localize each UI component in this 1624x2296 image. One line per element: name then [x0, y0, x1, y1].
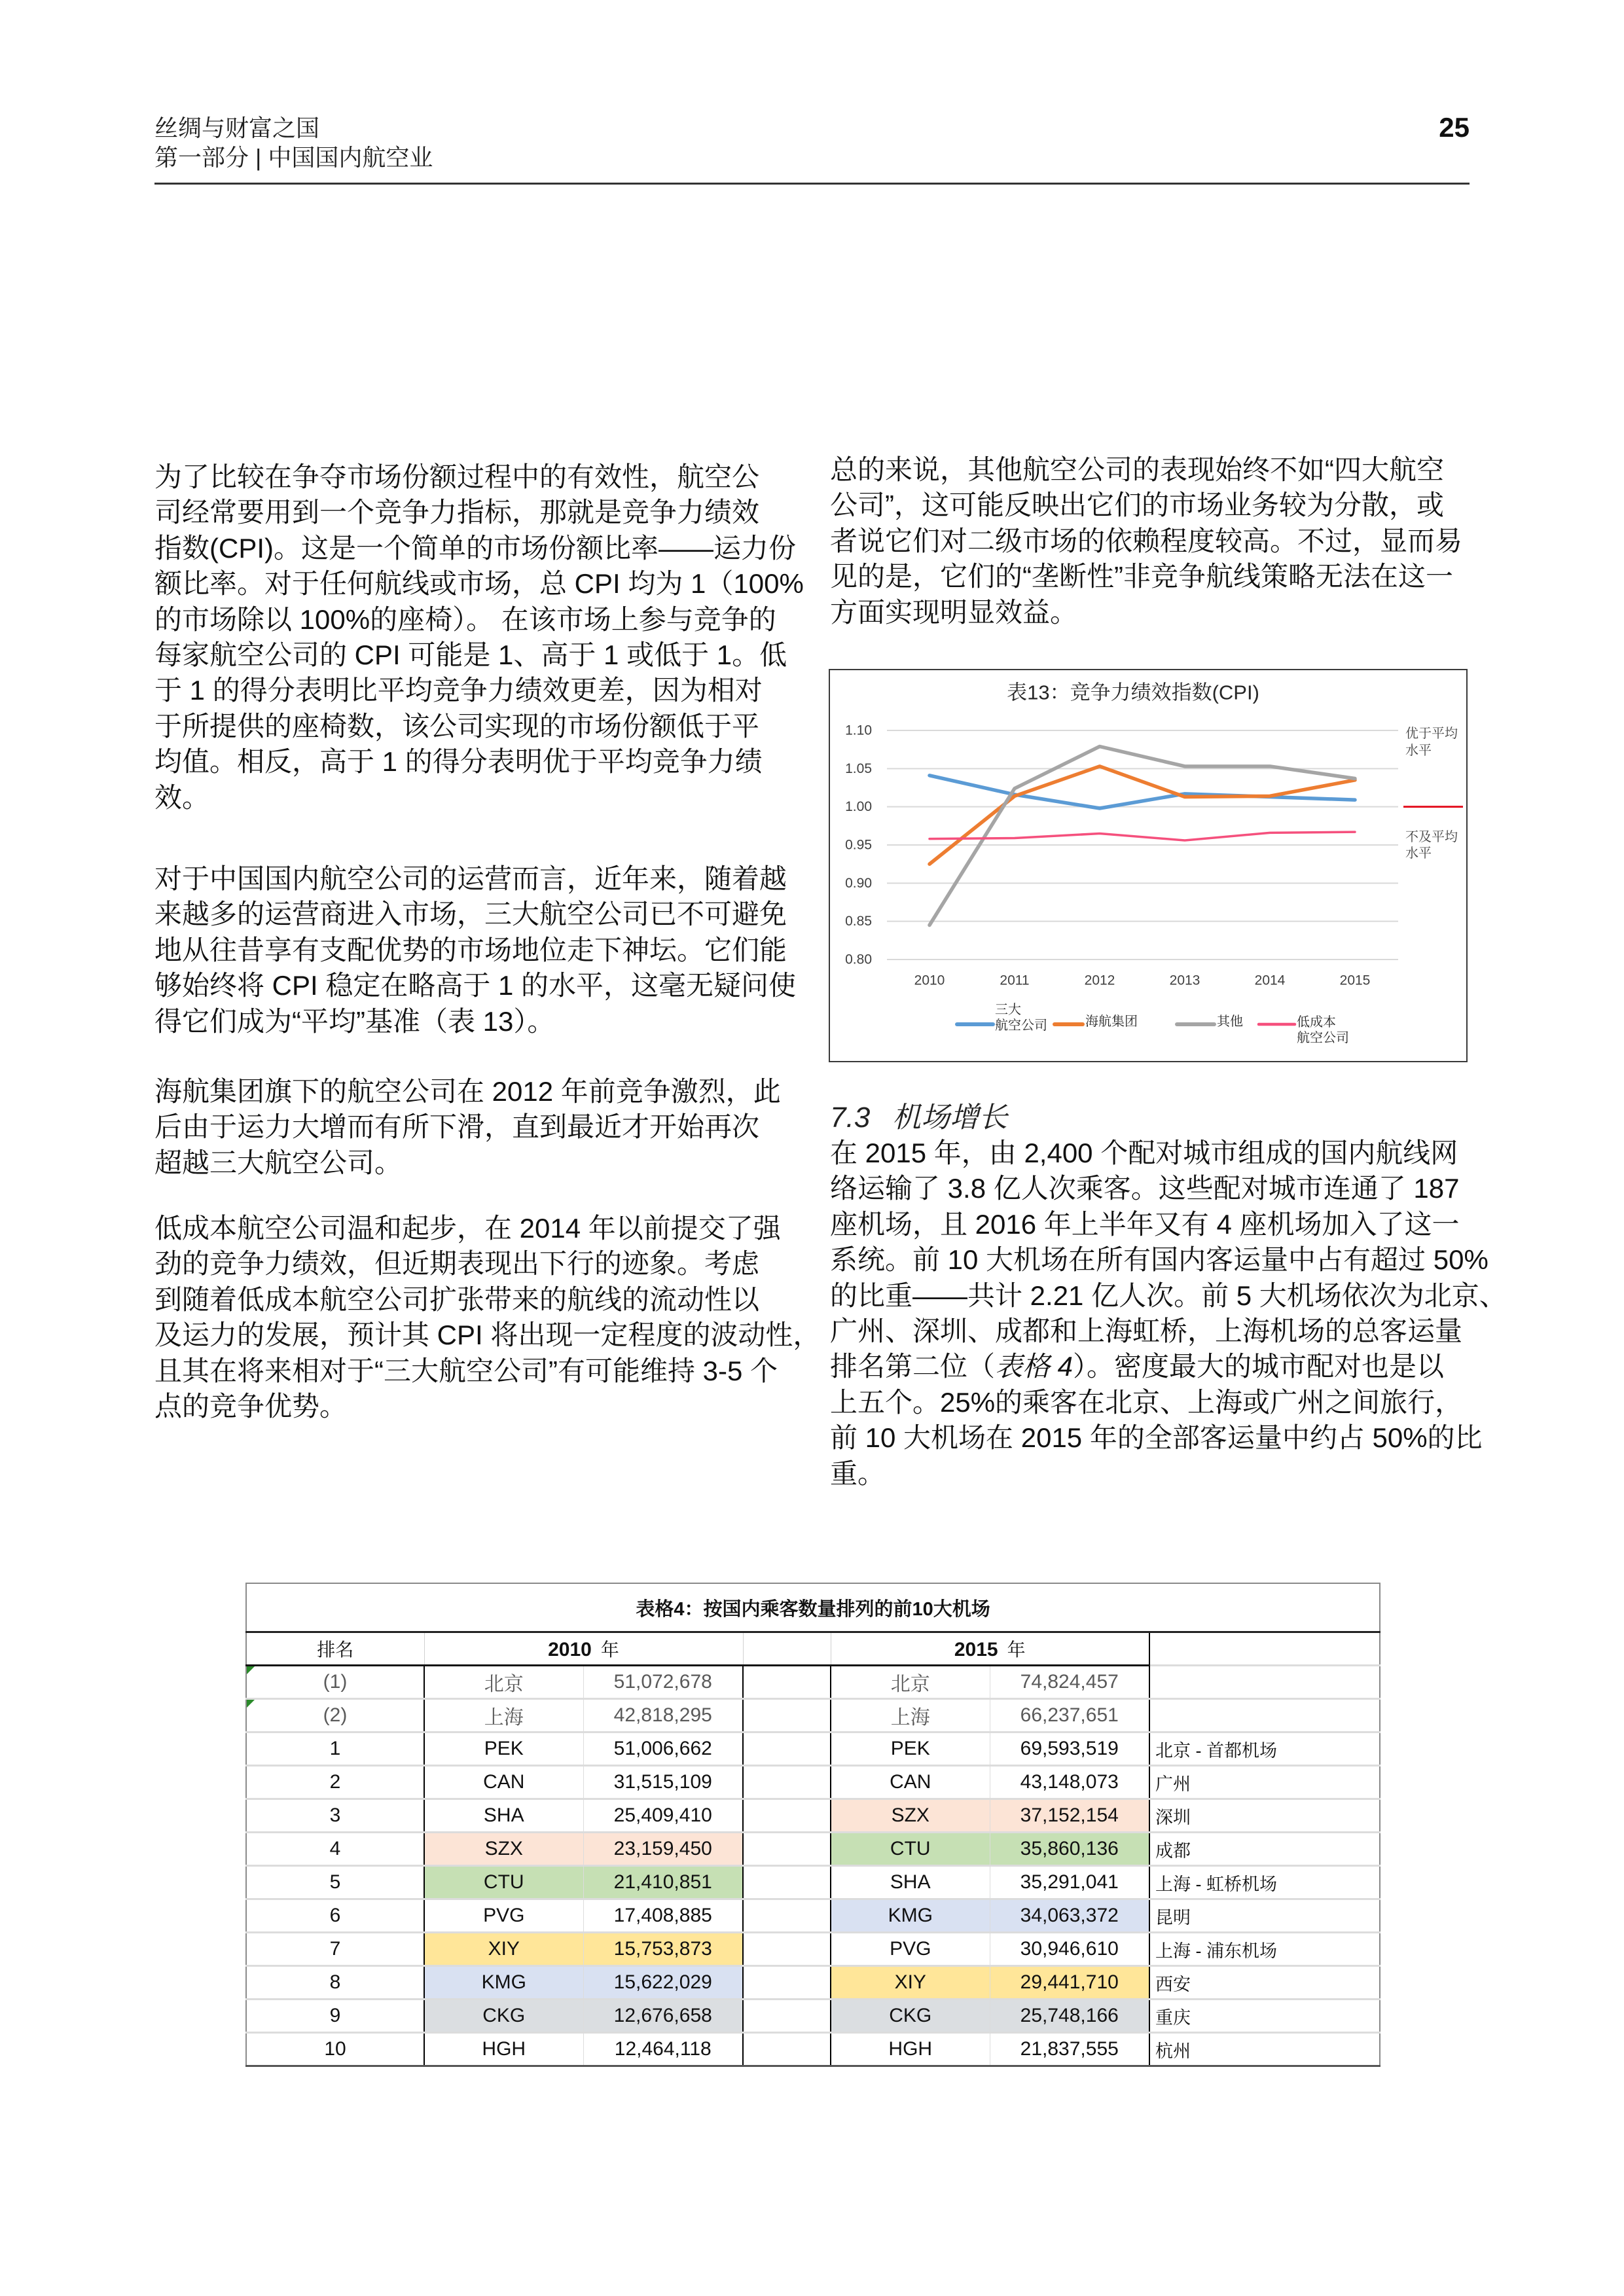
rank-cell: 7	[246, 1933, 424, 1966]
rank-cell	[246, 1666, 424, 1699]
table-row	[246, 1766, 1380, 1799]
chart-frame	[829, 670, 1467, 1062]
rank-cell: 4	[246, 1833, 424, 1866]
rank-cell: 5	[246, 1866, 424, 1899]
y-tick-label: 0.90	[845, 875, 872, 891]
text-line: 地从往昔享有支配优势的市场地位走下神坛。它们能	[154, 934, 787, 965]
text-line: 得它们成为“平均”基准（表 13）。	[154, 1005, 555, 1037]
text-line: 且其在将来相对于“三大航空公司”有可能维持 3-5 个	[154, 1355, 778, 1386]
text-line: 系统。前 10 大机场在所有国内客运量中占有超过 50%	[830, 1244, 1489, 1276]
below-average-label: 水平	[1405, 846, 1432, 861]
y-tick-label: 1.10	[845, 723, 872, 738]
text-line: 超越三大航空公司。	[154, 1147, 403, 1178]
rank-value: (1)	[323, 1671, 348, 1693]
table-row	[246, 2033, 1380, 2066]
text-line: 广州、深圳、成都和上海虹桥，上海机场的总客运量	[830, 1315, 1463, 1346]
x-tick-label: 2010	[914, 973, 945, 988]
passengers-2010-cell: 25,409,410	[583, 1799, 743, 1833]
passengers-2010-cell: 15,753,873	[583, 1933, 743, 1966]
paragraph-hna-group	[154, 1074, 783, 1181]
text-line: 到随着低成本航空公司扩张带来的航线的流动性以	[154, 1283, 760, 1315]
table-reference: 表格 4	[995, 1351, 1074, 1382]
text-line: 海航集团旗下的航空公司在 2012 年前竞争激烈，此	[154, 1076, 781, 1107]
airport-note-cell: 上海 - 虹桥机场	[1149, 1866, 1380, 1899]
text-line: 总的来说，其他航空公司的表现始终不如“四大航空	[830, 454, 1444, 485]
spacer-cell	[743, 1866, 831, 1899]
rank-cell	[246, 1699, 424, 1732]
spacer-cell	[743, 2033, 831, 2066]
text-line: 络运输了 3.8 亿人次乘客。这些配对城市连通了 187	[830, 1173, 1460, 1204]
rank-cell: 9	[246, 2000, 424, 2033]
airport-note-cell: 重庆	[1149, 2000, 1380, 2033]
paragraph-low-cost-carriers	[154, 1211, 821, 1424]
table-row	[246, 2000, 1380, 2033]
airport-2010-cell: XIY	[424, 1933, 583, 1966]
passengers-2015-cell: 25,748,166	[990, 2000, 1149, 2033]
airport-2010-cell: HGH	[424, 2033, 583, 2066]
header-year: 2010	[548, 1639, 592, 1660]
header-2015	[831, 1632, 1149, 1666]
airport-2010-cell: PVG	[424, 1899, 583, 1933]
airport-note-cell: 昆明	[1149, 1899, 1380, 1933]
paragraph-other-airlines	[830, 452, 1470, 630]
passengers-2010-cell: 12,464,118	[583, 2033, 743, 2066]
text-segment: ）。密度最大的城市配对也是以	[1073, 1351, 1445, 1382]
text-line: 见的是，它们的“垄断性”非竞争航线策略无法在这一	[830, 561, 1453, 592]
paragraph-cpi-definition	[154, 459, 804, 816]
text-line: 均值。相反，高于 1 的得分表明优于平均竞争力绩	[154, 746, 763, 778]
y-tick-label: 0.95	[845, 837, 872, 853]
header-year-suffix: 年	[600, 1640, 619, 1660]
passengers-2015-cell: 34,063,372	[990, 1899, 1149, 1933]
text-line: 座机场，且 2016 年上半年又有 4 座机场加入了这一	[830, 1208, 1460, 1240]
text-line: 公司”，这可能反映出它们的市场业务较为分散，或	[830, 490, 1444, 521]
x-tick-label: 2012	[1084, 973, 1115, 988]
passengers-2015-cell: 21,837,555	[990, 2033, 1149, 2066]
page-number: 25	[1439, 112, 1470, 143]
table-row	[246, 1732, 1380, 1766]
header-year: 2015	[954, 1639, 998, 1660]
airport-2010-cell: CAN	[424, 1766, 583, 1799]
airport-2015-cell: PEK	[831, 1732, 990, 1766]
airport-2010-cell: PEK	[424, 1732, 583, 1766]
section-number: 7.3	[830, 1102, 871, 1134]
spacer-cell	[743, 1666, 831, 1699]
airport-2015-cell: CKG	[831, 2000, 990, 2033]
paragraph-airport-growth	[830, 1136, 1507, 1492]
airport-note-cell: 杭州	[1149, 2033, 1380, 2066]
text-line: 于 1 的得分表明比平均竞争力绩效更差，因为相对	[154, 675, 763, 706]
text-line: 额比率。对于任何航线或市场，总 CPI 均为 1（100%	[154, 568, 804, 600]
airport-2015-cell: PVG	[831, 1933, 990, 1966]
airport-2015-cell: SZX	[831, 1799, 990, 1833]
passengers-2010-cell: 15,622,029	[583, 1966, 743, 2000]
text-line: 指数(CPI)。这是一个简单的市场份额比率——运力份	[154, 532, 796, 564]
spacer-cell	[743, 1966, 831, 2000]
passengers-2010-cell: 23,159,450	[583, 1833, 743, 1866]
text-line: 来越多的运营商进入市场，三大航空公司已不可避免	[154, 899, 787, 930]
passengers-2015-cell: 35,860,136	[990, 1833, 1149, 1866]
text-line: 上五个。25%的乘客在北京、上海或广州之间旅行，	[830, 1386, 1463, 1418]
airport-note-cell: 成都	[1149, 1833, 1380, 1866]
passengers-2015-cell: 74,824,457	[990, 1666, 1149, 1699]
text-line: 及运力的发展，预计其 CPI 将出现一定程度的波动性，	[154, 1319, 821, 1351]
passengers-2015-cell: 43,148,073	[990, 1766, 1149, 1799]
passengers-2010-cell: 31,515,109	[583, 1766, 743, 1799]
header-divider	[154, 183, 1470, 185]
spacer-cell	[743, 1899, 831, 1933]
error-indicator-icon	[247, 1666, 255, 1674]
x-tick-label: 2015	[1339, 973, 1371, 988]
text-line: 方面实现明显效益。	[830, 596, 1078, 628]
passengers-2015-cell: 35,291,041	[990, 1866, 1149, 1899]
legend-label-low-cost: 航空公司	[1297, 1031, 1349, 1045]
rank-cell: 10	[246, 2033, 424, 2066]
spacer-cell	[743, 2000, 831, 2033]
text-line: 在 2015 年，由 2,400 个配对城市组成的国内航线网	[830, 1138, 1458, 1168]
section-heading	[830, 1100, 1007, 1136]
y-tick-label: 1.05	[845, 761, 872, 776]
passengers-2015-cell: 30,946,610	[990, 1933, 1149, 1966]
section-title: 第一部分 | 中国国内航空业	[154, 144, 433, 171]
table-row	[246, 1699, 1380, 1732]
text-line: 重。	[830, 1458, 886, 1489]
text-line	[830, 1349, 1470, 1384]
table-row	[246, 1899, 1380, 1933]
passengers-2010-cell: 12,676,658	[583, 2000, 743, 2033]
airport-2010-cell: CKG	[424, 2000, 583, 2033]
airport-2010-cell: SZX	[424, 1833, 583, 1866]
y-tick-label: 0.80	[845, 952, 872, 967]
airport-note-cell: 深圳	[1149, 1799, 1380, 1833]
table-title: 表格4：按国内乘客数量排列的前10大机场	[246, 1583, 1380, 1632]
airport-2015-cell: 上海	[831, 1699, 990, 1732]
airport-2015-cell: CTU	[831, 1833, 990, 1866]
airport-note-cell	[1149, 1666, 1380, 1699]
rank-value: (2)	[323, 1704, 348, 1726]
text-line: 的比重——共计 2.21 亿人次。前 5 大机场依次为北京、	[830, 1280, 1507, 1311]
text-line: 前 10 大机场在 2015 年的全部客运量中约占 50%的比	[830, 1422, 1483, 1454]
x-tick-label: 2014	[1254, 973, 1286, 988]
section-heading-title: 机场增长	[892, 1102, 1007, 1134]
rank-cell: 2	[246, 1766, 424, 1799]
airport-note-cell: 西安	[1149, 1966, 1380, 2000]
airport-note-cell: 广州	[1149, 1766, 1380, 1799]
text-line: 司经常要用到一个竞争力指标，那就是竞争力绩效	[154, 497, 760, 528]
airport-2015-cell: 北京	[831, 1666, 990, 1699]
below-average-label: 不及平均	[1405, 830, 1458, 844]
text-line: 劲的竞争力绩效，但近期表现出下行的迹象。考虑	[154, 1248, 760, 1280]
airport-2015-cell: KMG	[831, 1899, 990, 1933]
rank-cell: 8	[246, 1966, 424, 2000]
text-line: 每家航空公司的 CPI 可能是 1、高于 1 或低于 1。低	[154, 639, 787, 670]
passengers-2015-cell: 29,441,710	[990, 1966, 1149, 2000]
header-2010	[424, 1632, 743, 1666]
table-title-row	[246, 1583, 1380, 1632]
passengers-2010-cell: 42,818,295	[583, 1699, 743, 1732]
spacer-cell	[743, 1799, 831, 1833]
rank-cell: 6	[246, 1899, 424, 1933]
airport-2010-cell: 北京	[424, 1666, 583, 1699]
legend-label-big-three: 航空公司	[995, 1018, 1047, 1033]
text-segment: 排名第二位（	[830, 1351, 996, 1382]
text-line: 对于中国国内航空公司的运营而言，近年来，随着越	[154, 863, 787, 894]
header-note	[1149, 1632, 1380, 1666]
spacer-cell	[743, 1933, 831, 1966]
y-tick-label: 0.85	[845, 914, 872, 929]
chart-title: 表13：竞争力绩效指数(CPI)	[1007, 681, 1259, 704]
passengers-2010-cell: 17,408,885	[583, 1899, 743, 1933]
rank-cell: 3	[246, 1799, 424, 1833]
table-row	[246, 1799, 1380, 1833]
cpi-line-chart	[829, 669, 1468, 1062]
table-header-row	[246, 1632, 1380, 1666]
legend-label-low-cost: 低成本	[1297, 1015, 1336, 1030]
text-line: 点的竞争优势。	[154, 1390, 348, 1422]
above-average-label: 优于平均	[1405, 726, 1458, 741]
passengers-2015-cell: 69,593,519	[990, 1732, 1149, 1766]
table-row	[246, 1933, 1380, 1966]
passengers-2010-cell: 51,072,678	[583, 1666, 743, 1699]
passengers-2010-cell: 51,006,662	[583, 1732, 743, 1766]
text-line: 为了比较在争夺市场份额过程中的有效性，航空公	[154, 461, 760, 492]
airport-note-cell: 北京 - 首都机场	[1149, 1732, 1380, 1766]
airport-ranking-table	[245, 1583, 1380, 2067]
passengers-2015-cell: 66,237,651	[990, 1699, 1149, 1732]
spacer-cell	[743, 1766, 831, 1799]
header-spacer	[743, 1632, 831, 1666]
spacer-cell	[743, 1699, 831, 1732]
rank-cell: 1	[246, 1732, 424, 1766]
airport-note-cell	[1149, 1699, 1380, 1732]
y-tick-label: 1.00	[845, 799, 872, 815]
airport-2015-cell: HGH	[831, 2033, 990, 2066]
airport-ranking-table-container	[245, 1583, 1380, 2067]
text-line: 者说它们对二级市场的依赖程度较高。不过，显而易	[830, 525, 1463, 556]
header-year-suffix: 年	[1007, 1640, 1026, 1660]
legend-label-big-three: 三大	[995, 1003, 1021, 1017]
airport-2015-cell: XIY	[831, 1966, 990, 2000]
airport-2010-cell: KMG	[424, 1966, 583, 2000]
table-row	[246, 1833, 1380, 1866]
text-line: 后由于运力大增而有所下滑，直到最近才开始再次	[154, 1111, 760, 1143]
paragraph-big-three	[154, 861, 797, 1039]
header-rank: 排名	[246, 1632, 424, 1666]
x-tick-label: 2013	[1169, 973, 1200, 988]
airport-2015-cell: SHA	[831, 1866, 990, 1899]
table-row	[246, 1666, 1380, 1699]
airport-2010-cell: CTU	[424, 1866, 583, 1899]
spacer-cell	[743, 1732, 831, 1766]
passengers-2015-cell: 37,152,154	[990, 1799, 1149, 1833]
above-average-label: 水平	[1405, 744, 1432, 758]
airport-2010-cell: 上海	[424, 1699, 583, 1732]
passengers-2010-cell: 21,410,851	[583, 1866, 743, 1899]
spacer-cell	[743, 1833, 831, 1866]
book-title: 丝绸与财富之国	[154, 115, 320, 141]
table-row	[246, 1866, 1380, 1899]
text-line: 的市场除以 100%的座椅）。 在该市场上参与竞争的	[154, 603, 776, 635]
x-tick-label: 2011	[1000, 973, 1030, 988]
text-line: 效。	[154, 781, 210, 813]
text-line: 够始终将 CPI 稳定在略高于 1 的水平，这毫无疑问使	[154, 970, 797, 1001]
legend-label-hna-group: 海航集团	[1085, 1014, 1138, 1029]
text-line: 低成本航空公司温和起步，在 2014 年以前提交了强	[154, 1213, 781, 1244]
text-line: 于所提供的座椅数，该公司实现的市场份额低于平	[154, 710, 760, 742]
airport-2010-cell: SHA	[424, 1799, 583, 1833]
error-indicator-icon	[247, 1700, 255, 1708]
table-row	[246, 1966, 1380, 2000]
airport-2015-cell: CAN	[831, 1766, 990, 1799]
airport-note-cell: 上海 - 浦东机场	[1149, 1933, 1380, 1966]
legend-label-others: 其他	[1217, 1014, 1243, 1029]
